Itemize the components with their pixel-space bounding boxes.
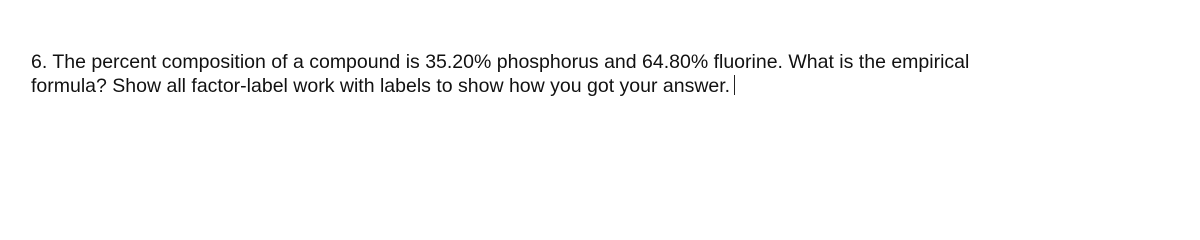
question-line-2-text: formula? Show all factor-label work with labels to show how you got your answer. xyxy=(31,75,731,97)
question-line-1: 6. The percent composition of a compound is 35.20% phosphorus and 64.80% fluorine. What is the empirical xyxy=(31,51,970,73)
text-cursor[interactable] xyxy=(734,75,735,95)
question-text xyxy=(31,50,1181,98)
question-line-2 xyxy=(31,74,1181,98)
